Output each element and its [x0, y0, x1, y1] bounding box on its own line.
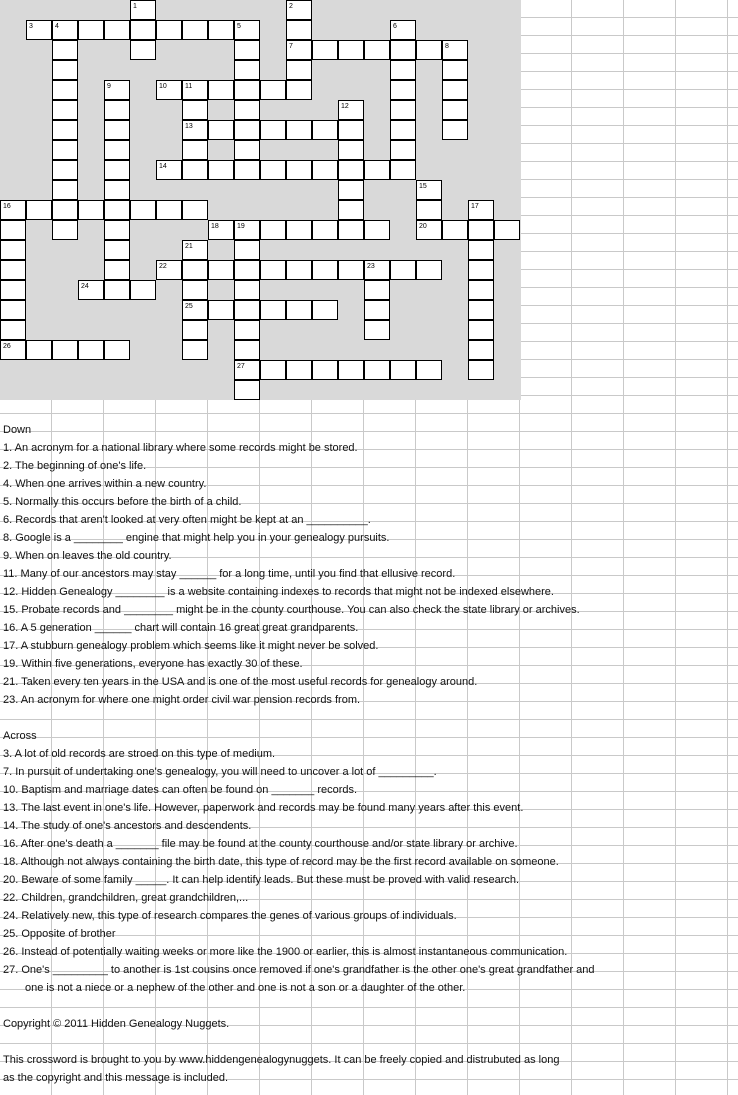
down-clue: 19. Within five generations, everyone has exactly 30 of these.: [3, 658, 303, 670]
grid-cell[interactable]: [234, 140, 260, 160]
clue-number: 5: [237, 23, 241, 30]
grid-cell[interactable]: [130, 40, 156, 60]
distribution-message-line-2: as the copyright and this message is included.: [3, 1072, 229, 1084]
grid-cell[interactable]: [234, 260, 260, 280]
crossword-grid: [0, 0, 521, 400]
grid-cell[interactable]: [104, 200, 130, 220]
across-clue: 13. The last event in one's life. However, paperwork and records may be found many years after this event.: [3, 802, 524, 814]
grid-cell[interactable]: [104, 160, 130, 180]
clue-number: 12: [341, 103, 349, 110]
grid-cell[interactable]: [234, 120, 260, 140]
grid-cell[interactable]: [234, 280, 260, 300]
across-clue: 18. Although not always containing the birth date, this type of record may be the first record available on someone.: [3, 856, 559, 868]
down-clue: 12. Hidden Genealogy ________ is a website containing indexes to records that might not be indexed elsewhere.: [3, 586, 554, 598]
down-clue: 4. When one arrives within a new country.: [3, 478, 207, 490]
grid-cell[interactable]: [286, 260, 312, 280]
grid-cell[interactable]: [182, 100, 208, 120]
grid-cell[interactable]: [104, 180, 130, 200]
grid-cell[interactable]: [52, 40, 78, 60]
grid-cell[interactable]: [312, 300, 338, 320]
grid-cell[interactable]: [390, 80, 416, 100]
clue-number: 6: [393, 23, 397, 30]
grid-cell[interactable]: [182, 140, 208, 160]
grid-cell[interactable]: [338, 260, 364, 280]
clue-number: 16: [3, 203, 11, 210]
grid-cell[interactable]: [78, 20, 104, 40]
grid-cell[interactable]: [182, 320, 208, 340]
grid-cell[interactable]: [0, 260, 26, 280]
grid-cell[interactable]: [0, 320, 26, 340]
grid-cell[interactable]: [182, 200, 208, 220]
grid-cell[interactable]: [286, 300, 312, 320]
grid-cell[interactable]: [468, 300, 494, 320]
grid-cell[interactable]: [364, 220, 390, 240]
grid-cell[interactable]: [390, 40, 416, 60]
clue-number: 13: [185, 123, 193, 130]
clue-number: 2: [289, 3, 293, 10]
grid-cell[interactable]: [416, 360, 442, 380]
grid-cell[interactable]: [130, 280, 156, 300]
grid-cell[interactable]: [390, 260, 416, 280]
grid-cell[interactable]: [234, 300, 260, 320]
grid-cell[interactable]: [26, 200, 52, 220]
clue-number: 11: [185, 83, 193, 90]
grid-cell[interactable]: [364, 300, 390, 320]
grid-cell[interactable]: [182, 280, 208, 300]
grid-cell[interactable]: [442, 60, 468, 80]
grid-cell[interactable]: [208, 80, 234, 100]
grid-cell[interactable]: [468, 280, 494, 300]
clues-section: [3, 421, 735, 1087]
grid-cell[interactable]: [208, 260, 234, 280]
grid-cell[interactable]: [364, 160, 390, 180]
grid-cell[interactable]: [286, 360, 312, 380]
across-clue: 16. After one's death a _______ file may be found at the county courthouse and/or state library or archive.: [3, 838, 518, 850]
grid-cell[interactable]: [130, 20, 156, 40]
grid-cell[interactable]: [182, 260, 208, 280]
clue-number: 9: [107, 83, 111, 90]
grid-cell[interactable]: [78, 340, 104, 360]
grid-cell[interactable]: [442, 120, 468, 140]
grid-cell[interactable]: [338, 160, 364, 180]
grid-cell[interactable]: [364, 360, 390, 380]
clue-number: 4: [55, 23, 59, 30]
grid-cell[interactable]: [104, 120, 130, 140]
grid-cell[interactable]: [208, 300, 234, 320]
grid-cell[interactable]: [286, 60, 312, 80]
grid-cell[interactable]: [286, 220, 312, 240]
grid-cell[interactable]: [416, 260, 442, 280]
grid-cell[interactable]: [390, 360, 416, 380]
grid-cell[interactable]: [234, 80, 260, 100]
grid-cell[interactable]: [0, 280, 26, 300]
across-clue: 20. Beware of some family _____. It can help identify leads. But these must be proved with valid research.: [3, 874, 520, 886]
grid-cell[interactable]: [104, 140, 130, 160]
clue-number: 20: [419, 223, 427, 230]
grid-cell[interactable]: [234, 380, 260, 400]
across-heading: Across: [3, 730, 37, 742]
grid-cell[interactable]: [260, 80, 286, 100]
grid-cell[interactable]: [442, 100, 468, 120]
grid-cell[interactable]: [182, 20, 208, 40]
grid-cell[interactable]: [364, 320, 390, 340]
clue-number: 8: [445, 43, 449, 50]
across-clue: 3. A lot of old records are stroed on this type of medium.: [3, 748, 276, 760]
across-clue: 14. The study of one's ancestors and descendents.: [3, 820, 252, 832]
grid-cell[interactable]: [312, 40, 338, 60]
grid-cell[interactable]: [104, 220, 130, 240]
grid-cell[interactable]: [234, 100, 260, 120]
grid-cell[interactable]: [390, 120, 416, 140]
grid-cell[interactable]: [208, 120, 234, 140]
grid-cell[interactable]: [338, 360, 364, 380]
across-clue-list: [3, 745, 735, 997]
grid-cell[interactable]: [338, 200, 364, 220]
grid-cell[interactable]: [390, 140, 416, 160]
grid-cell[interactable]: [390, 160, 416, 180]
clue-number: 7: [289, 43, 293, 50]
grid-cell[interactable]: [208, 160, 234, 180]
grid-cell[interactable]: [234, 160, 260, 180]
grid-cell[interactable]: [286, 120, 312, 140]
down-clue: 6. Records that aren't looked at very often might be kept at an __________.: [3, 514, 371, 526]
across-clue: 24. Relatively new, this type of research compares the genes of various groups of individuals.: [3, 910, 457, 922]
grid-cell[interactable]: [52, 160, 78, 180]
grid-cell[interactable]: [468, 320, 494, 340]
grid-cell[interactable]: [182, 340, 208, 360]
grid-cell[interactable]: [52, 120, 78, 140]
grid-cell[interactable]: [234, 320, 260, 340]
clue-number: 19: [237, 223, 245, 230]
across-clue: 10. Baptism and marriage dates can often be found on _______ records.: [3, 784, 358, 796]
grid-cell[interactable]: [104, 260, 130, 280]
down-clue: 5. Normally this occurs before the birth of a child.: [3, 496, 242, 508]
grid-cell[interactable]: [26, 340, 52, 360]
grid-cell[interactable]: [52, 220, 78, 240]
grid-cell[interactable]: [104, 100, 130, 120]
grid-cell[interactable]: [52, 60, 78, 80]
clue-number: 1: [133, 3, 137, 10]
grid-cell[interactable]: [260, 260, 286, 280]
grid-cell[interactable]: [442, 80, 468, 100]
across-clue: 26. Instead of potentially waiting weeks or more like the 1900 or earlier, this is almost instantaneous communication.: [3, 946, 568, 958]
clue-number: 24: [81, 283, 89, 290]
grid-cell[interactable]: [312, 120, 338, 140]
clue-number: 15: [419, 183, 427, 190]
grid-cell[interactable]: [208, 20, 234, 40]
down-clue: 17. A stubburn genealogy problem which seems like it might never be solved.: [3, 640, 379, 652]
grid-cell[interactable]: [468, 240, 494, 260]
grid-cell[interactable]: [52, 200, 78, 220]
grid-cell[interactable]: [364, 280, 390, 300]
grid-cell[interactable]: [260, 360, 286, 380]
grid-cell[interactable]: [104, 340, 130, 360]
grid-cell[interactable]: [286, 20, 312, 40]
grid-cell[interactable]: [52, 140, 78, 160]
clue-number: 22: [159, 263, 167, 270]
grid-cell[interactable]: [260, 300, 286, 320]
grid-cell[interactable]: [104, 20, 130, 40]
clue-number: 23: [367, 263, 375, 270]
grid-cell[interactable]: [234, 340, 260, 360]
grid-cell[interactable]: [494, 220, 520, 240]
grid-cell[interactable]: [312, 360, 338, 380]
grid-cell[interactable]: [312, 160, 338, 180]
clue-number: 14: [159, 163, 167, 170]
grid-cell[interactable]: [468, 340, 494, 360]
grid-cell[interactable]: [234, 40, 260, 60]
grid-cell[interactable]: [338, 220, 364, 240]
down-heading: Down: [3, 424, 32, 436]
down-clue-list: [3, 439, 735, 709]
grid-cell[interactable]: [390, 60, 416, 80]
clue-number: 21: [185, 243, 193, 250]
grid-cell[interactable]: [338, 40, 364, 60]
grid-cell[interactable]: [338, 120, 364, 140]
across-clue: 7. In pursuit of undertaking one's genealogy, you will need to uncover a lot of _________.: [3, 766, 437, 778]
grid-cell[interactable]: [312, 260, 338, 280]
grid-cell[interactable]: [286, 80, 312, 100]
across-clue: 25. Opposite of brother: [3, 928, 116, 940]
down-clue: 11. Many of our ancestors may stay ______ for a long time, until you find that ellusive record.: [3, 568, 456, 580]
grid-cell[interactable]: [52, 80, 78, 100]
grid-cell[interactable]: [312, 220, 338, 240]
grid-cell[interactable]: [130, 200, 156, 220]
grid-cell[interactable]: [156, 20, 182, 40]
grid-cell[interactable]: [260, 220, 286, 240]
grid-cell[interactable]: [468, 360, 494, 380]
grid-cell[interactable]: [52, 100, 78, 120]
grid-cell[interactable]: [182, 160, 208, 180]
down-clue: 15. Probate records and ________ might be in the county courthouse. You can also check the state library or archives.: [3, 604, 580, 616]
grid-cell[interactable]: [52, 180, 78, 200]
grid-cell[interactable]: [364, 40, 390, 60]
grid-cell[interactable]: [0, 300, 26, 320]
clue-number: 17: [471, 203, 479, 210]
down-clue: 21. Taken every ten years in the USA and is one of the most useful records for genealogy around.: [3, 676, 478, 688]
copyright-text: Copyright © 2011 Hidden Genealogy Nuggets.: [3, 1018, 230, 1030]
distribution-message-line-1: This crossword is brought to you by www.hiddengenealogynuggets. It can be freely copied and distrubuted as long: [3, 1054, 560, 1066]
grid-cell[interactable]: [260, 120, 286, 140]
grid-cell[interactable]: [0, 240, 26, 260]
clue-number: 10: [159, 83, 167, 90]
grid-cell[interactable]: [442, 220, 468, 240]
grid-cell[interactable]: [78, 200, 104, 220]
grid-cell[interactable]: [338, 140, 364, 160]
grid-cell[interactable]: [416, 200, 442, 220]
clue-number: 18: [211, 223, 219, 230]
across-clue: one is not a niece or a nephew of the other and one is not a son or a daughter of the other.: [25, 982, 466, 994]
down-clue: 23. An acronym for where one might order civil war pension records from.: [3, 694, 361, 706]
grid-cell[interactable]: [234, 240, 260, 260]
grid-cell[interactable]: [286, 160, 312, 180]
clue-number: 25: [185, 303, 193, 310]
down-clue: 16. A 5 generation ______ chart will contain 16 great great grandparents.: [3, 622, 359, 634]
across-clue: 27. One's _________ to another is 1st cousins once removed if one's grandfather is the other one's great grandfather and: [3, 964, 595, 976]
grid-cell[interactable]: [468, 260, 494, 280]
grid-cell[interactable]: [234, 60, 260, 80]
grid-cell[interactable]: [52, 340, 78, 360]
down-clue: 1. An acronym for a national library where some records might be stored.: [3, 442, 358, 454]
clue-number: 26: [3, 343, 11, 350]
down-clue: 9. When on leaves the old country.: [3, 550, 172, 562]
grid-cell[interactable]: [156, 200, 182, 220]
grid-cell[interactable]: [104, 280, 130, 300]
grid-cell[interactable]: [260, 160, 286, 180]
down-clue: 2. The beginning of one's life.: [3, 460, 147, 472]
down-clue: 8. Google is a ________ engine that might help you in your genealogy pursuits.: [3, 532, 390, 544]
clue-number: 27: [237, 363, 245, 370]
grid-cell[interactable]: [338, 180, 364, 200]
grid-cell[interactable]: [468, 220, 494, 240]
grid-cell[interactable]: [416, 40, 442, 60]
across-clue: 22. Children, grandchildren, great grandchildren,...: [3, 892, 249, 904]
grid-cell[interactable]: [0, 220, 26, 240]
clue-number: 3: [29, 23, 33, 30]
grid-cell[interactable]: [104, 240, 130, 260]
grid-cell[interactable]: [390, 100, 416, 120]
